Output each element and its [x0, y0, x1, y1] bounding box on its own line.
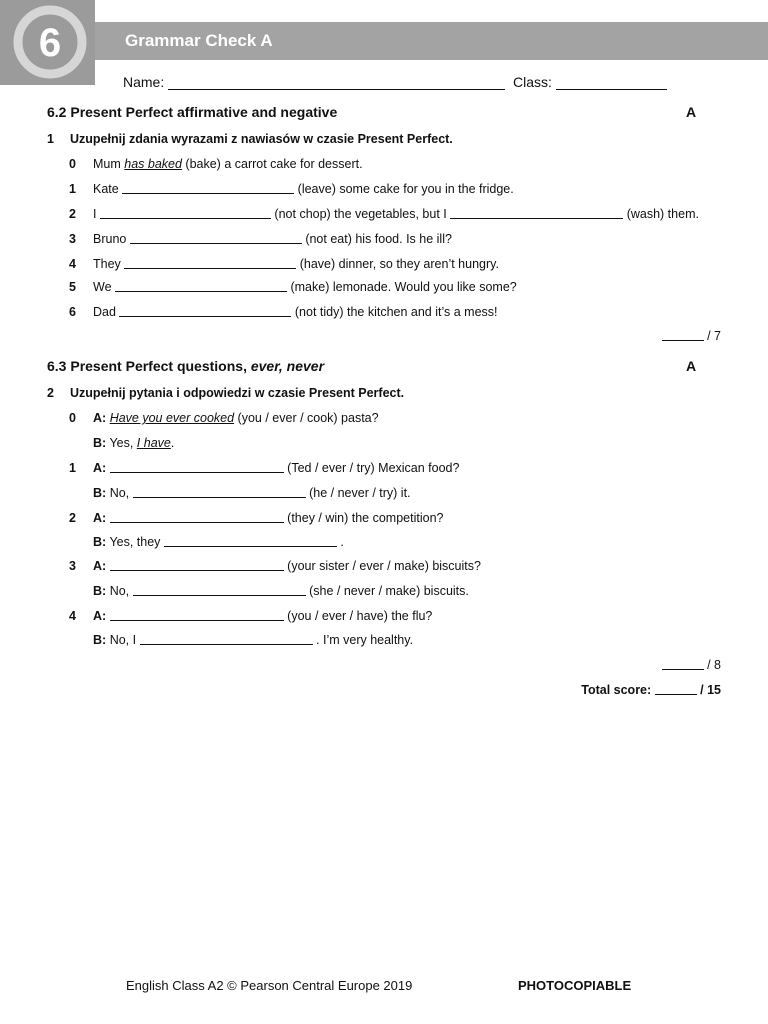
answer-blank[interactable]: [119, 305, 291, 317]
score-blank[interactable]: [662, 658, 704, 670]
answer-blank[interactable]: [133, 486, 306, 498]
unit-number: 6: [38, 21, 62, 65]
answer-blank[interactable]: [122, 182, 294, 194]
section1-score: / 7: [662, 329, 721, 343]
page-title: Grammar Check A: [125, 31, 273, 50]
answer-blank[interactable]: [110, 559, 284, 571]
section2-heading: 6.3 Present Perfect questions, ever, never: [47, 358, 325, 374]
section1-heading: 6.2 Present Perfect affirmative and negative: [47, 104, 338, 120]
example-answer: Have you ever cooked: [109, 411, 235, 425]
instruction-text: Uzupełnij pytania i odpowiedzi w czasie Present Perfect.: [70, 386, 405, 400]
class-label: Class:: [513, 74, 552, 90]
answer-blank[interactable]: [164, 535, 337, 547]
class-field[interactable]: [556, 76, 667, 90]
footer-copyright: English Class A2 © Pearson Central Europe 2019: [126, 978, 413, 993]
total-score: Total score: / 15: [581, 683, 721, 697]
answer-blank[interactable]: [140, 633, 313, 645]
footer-photocopiable: PHOTOCOPIABLE: [518, 978, 632, 993]
answer-blank[interactable]: [115, 280, 287, 292]
answer-blank[interactable]: [450, 207, 623, 219]
task2-instruction: [47, 386, 404, 400]
answer-blank[interactable]: [124, 257, 296, 269]
score-blank[interactable]: [655, 683, 697, 695]
answer-blank[interactable]: [110, 461, 284, 473]
instruction-text: Uzupełnij zdania wyrazami z nawiasów w czasie Present Perfect.: [70, 132, 453, 146]
answer-blank[interactable]: [110, 609, 284, 621]
score-blank[interactable]: [662, 329, 704, 341]
answer-blank[interactable]: [100, 207, 271, 219]
total-score-label: Total score:: [581, 683, 652, 697]
unit-ring-icon: [0, 0, 95, 85]
name-label: Name:: [123, 74, 165, 90]
answer-blank[interactable]: [130, 232, 302, 244]
answer-blank[interactable]: [133, 584, 306, 596]
name-field[interactable]: [168, 76, 505, 90]
unit-badge: [0, 0, 95, 85]
section2-version: A: [686, 358, 697, 374]
section2-score: / 8: [662, 658, 721, 672]
task1-instruction: [47, 132, 453, 146]
example-answer: has baked: [124, 157, 182, 171]
task-number: 2: [47, 386, 54, 400]
title-bar: [95, 22, 768, 60]
name-class-row: [123, 74, 667, 90]
answer-blank[interactable]: [110, 511, 284, 523]
section1-version: A: [686, 104, 697, 120]
example-answer: I have: [136, 436, 171, 450]
task-number: 1: [47, 132, 54, 146]
